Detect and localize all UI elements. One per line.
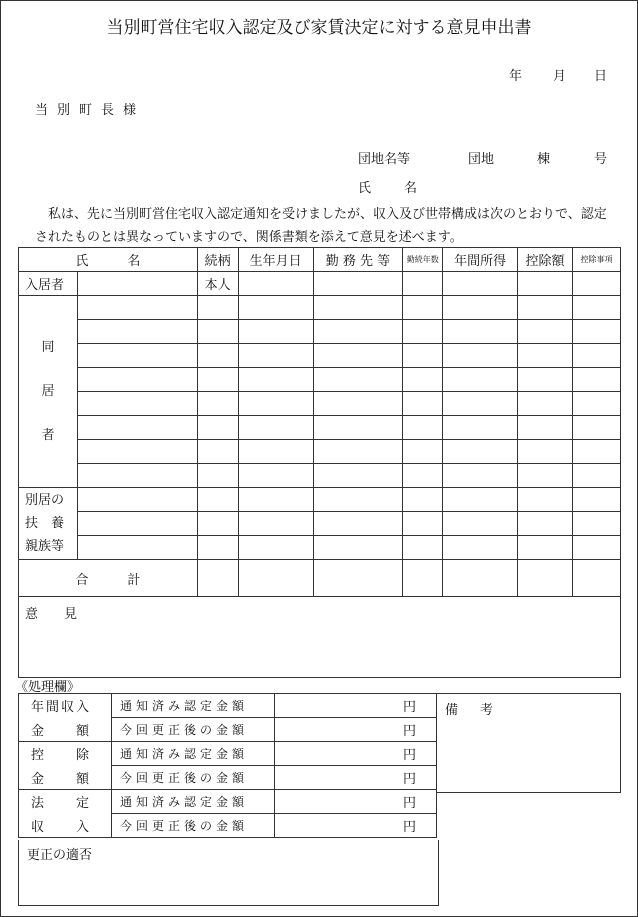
processing-row-amount[interactable]: 円 xyxy=(275,742,437,766)
processing-row xyxy=(19,766,437,790)
header-years-employed: 勤続年数 xyxy=(403,248,443,272)
date-month: 月 xyxy=(553,69,567,84)
table-header-row xyxy=(19,248,621,272)
header-deduction-items: 控除事項 xyxy=(573,248,621,272)
form-title: 当別町営住宅収入認定及び家賃決定に対する意見申出書 xyxy=(106,18,532,38)
correction-label: 更正の適否 xyxy=(27,848,93,863)
opinion-field[interactable] xyxy=(19,597,621,678)
processing-row-label: 金 額 xyxy=(19,766,112,790)
header-relation: 続柄 xyxy=(197,248,238,272)
processing-row-item: 通知済み認定金額 xyxy=(112,790,275,814)
processing-row-item: 今回更正後の金額 xyxy=(112,814,275,838)
cohabitant-label: 同 居 者 xyxy=(19,296,78,488)
complex-suffix: 団地 xyxy=(468,152,495,167)
processing-row-item: 通知済み認定金額 xyxy=(112,694,275,718)
table-row xyxy=(19,296,621,320)
table-cell[interactable] xyxy=(403,272,443,296)
total-row xyxy=(19,560,621,597)
table-row xyxy=(19,392,621,416)
table-cell[interactable] xyxy=(573,272,621,296)
processing-row xyxy=(19,814,437,838)
table-cell[interactable] xyxy=(518,272,573,296)
remarks-box[interactable] xyxy=(437,693,621,793)
addressee: 当別町長様 xyxy=(35,103,146,118)
processing-row-item: 今回更正後の金額 xyxy=(112,718,275,742)
processing-row-amount[interactable]: 円 xyxy=(275,718,437,742)
table-row xyxy=(19,272,621,296)
processing-row-amount[interactable]: 円 xyxy=(275,694,437,718)
processing-row xyxy=(19,742,437,766)
table-row xyxy=(19,464,621,488)
correction-box[interactable] xyxy=(18,840,439,906)
processing-row-amount[interactable]: 円 xyxy=(275,814,437,838)
applicant-name-label: 氏 名 xyxy=(358,181,428,196)
table-row xyxy=(19,320,621,344)
processing-row-item: 通知済み認定金額 xyxy=(112,742,275,766)
table-cell[interactable] xyxy=(313,272,403,296)
processing-row-label: 控 除 xyxy=(19,742,112,766)
dependent-label: 別居の 扶 養 親族等 xyxy=(19,488,78,560)
table-row xyxy=(19,344,621,368)
processing-row-label: 法 定 xyxy=(19,790,112,814)
tenant-relation: 本人 xyxy=(197,272,238,296)
processing-row-label: 年間収入 xyxy=(19,694,112,718)
table-row xyxy=(19,416,621,440)
processing-table xyxy=(18,693,437,838)
processing-row xyxy=(19,694,437,718)
building-suffix: 棟 xyxy=(537,152,551,167)
header-deduction: 控除額 xyxy=(518,248,573,272)
header-birthdate: 生年月日 xyxy=(238,248,313,272)
declaration-text: 私は、先に当別町営住宅収入認定通知を受けましたが、収入及び世帯構成は次のとおりで、認定されたものとは異なっていますので、関係書類を添えて意見を述べます。 xyxy=(35,207,607,245)
remarks-label: 備考 xyxy=(445,703,516,718)
date-year: 年 xyxy=(509,69,523,84)
table-row xyxy=(19,488,621,512)
processing-row-label: 収 入 xyxy=(19,814,112,838)
processing-row-amount[interactable]: 円 xyxy=(275,790,437,814)
table-cell[interactable] xyxy=(443,272,518,296)
table-row xyxy=(19,536,621,560)
table-cell[interactable] xyxy=(238,272,313,296)
number-suffix: 号 xyxy=(594,152,608,167)
date-day: 日 xyxy=(594,69,608,84)
header-annual-income: 年間所得 xyxy=(443,248,518,272)
table-row xyxy=(19,368,621,392)
processing-row-label: 金 額 xyxy=(19,718,112,742)
opinion-label: 意見 xyxy=(25,607,104,622)
processing-section-label: 《処理欄》 xyxy=(15,680,81,695)
processing-row xyxy=(19,790,437,814)
household-table xyxy=(18,247,621,678)
processing-row-item: 今回更正後の金額 xyxy=(112,766,275,790)
processing-row xyxy=(19,718,437,742)
header-workplace: 勤 務 先 等 xyxy=(313,248,403,272)
table-cell[interactable] xyxy=(77,272,197,296)
processing-row-amount[interactable]: 円 xyxy=(275,766,437,790)
header-name: 氏 名 xyxy=(19,248,198,272)
complex-label: 団地名等 xyxy=(358,152,411,167)
table-row xyxy=(19,512,621,536)
total-label: 合 計 xyxy=(19,560,198,597)
table-row xyxy=(19,440,621,464)
tenant-label: 入居者 xyxy=(19,272,78,296)
opinion-row xyxy=(19,597,621,678)
